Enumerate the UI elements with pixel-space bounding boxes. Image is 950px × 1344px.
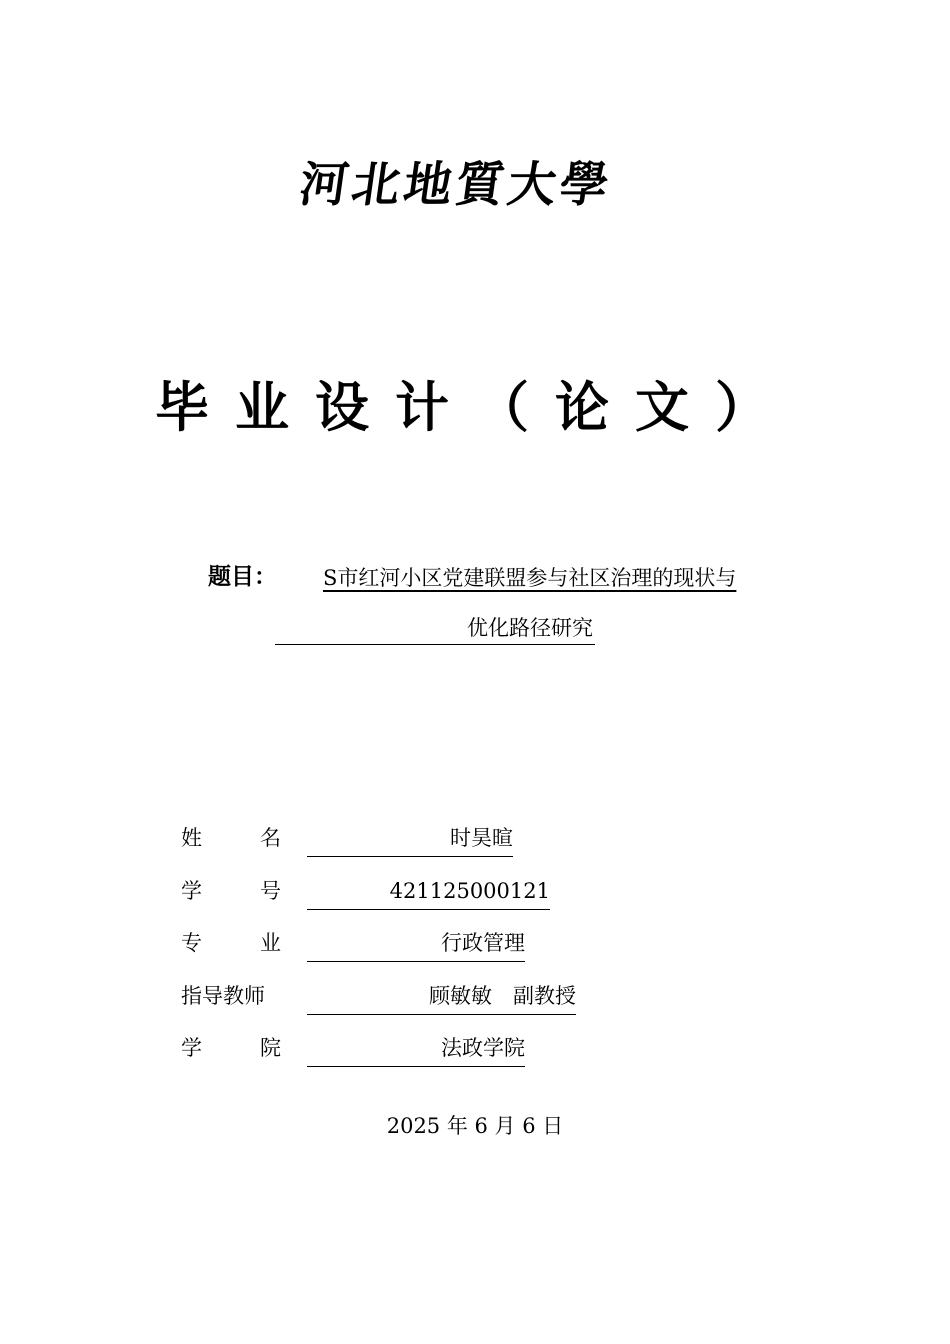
info-label-student-id: 学 号 <box>181 879 281 903</box>
university-logo-text: 河北地質大學 <box>296 157 616 213</box>
topic-line-1: S市红河小区党建联盟参与社区治理的现状与 <box>323 566 737 590</box>
info-value-college: 法政学院 <box>307 1030 525 1067</box>
submission-date: 2025 年 6 月 6 日 <box>386 1114 564 1138</box>
university-logo <box>296 150 652 220</box>
topic-label: 题目： <box>208 564 277 590</box>
info-label-major: 专 业 <box>181 931 281 955</box>
info-value-name: 时昊暄 <box>307 820 513 857</box>
info-value-student-id: 421125000121 <box>307 873 550 910</box>
info-label-name: 姓 名 <box>181 826 281 850</box>
info-row-major <box>181 925 701 961</box>
page-title: 毕业设计（论文） <box>155 376 795 439</box>
info-row-college <box>181 1030 701 1066</box>
info-label-college: 学 院 <box>181 1036 281 1060</box>
info-value-major: 行政管理 <box>307 925 525 962</box>
info-label-advisor: 指导教师 <box>181 984 265 1008</box>
topic-line-2: 优化路径研究 <box>275 612 595 645</box>
info-value-advisor: 顾敏敏 副教授 <box>307 978 576 1015</box>
info-row-student-id <box>181 873 701 909</box>
info-row-name <box>181 820 701 856</box>
info-row-advisor <box>181 978 701 1014</box>
